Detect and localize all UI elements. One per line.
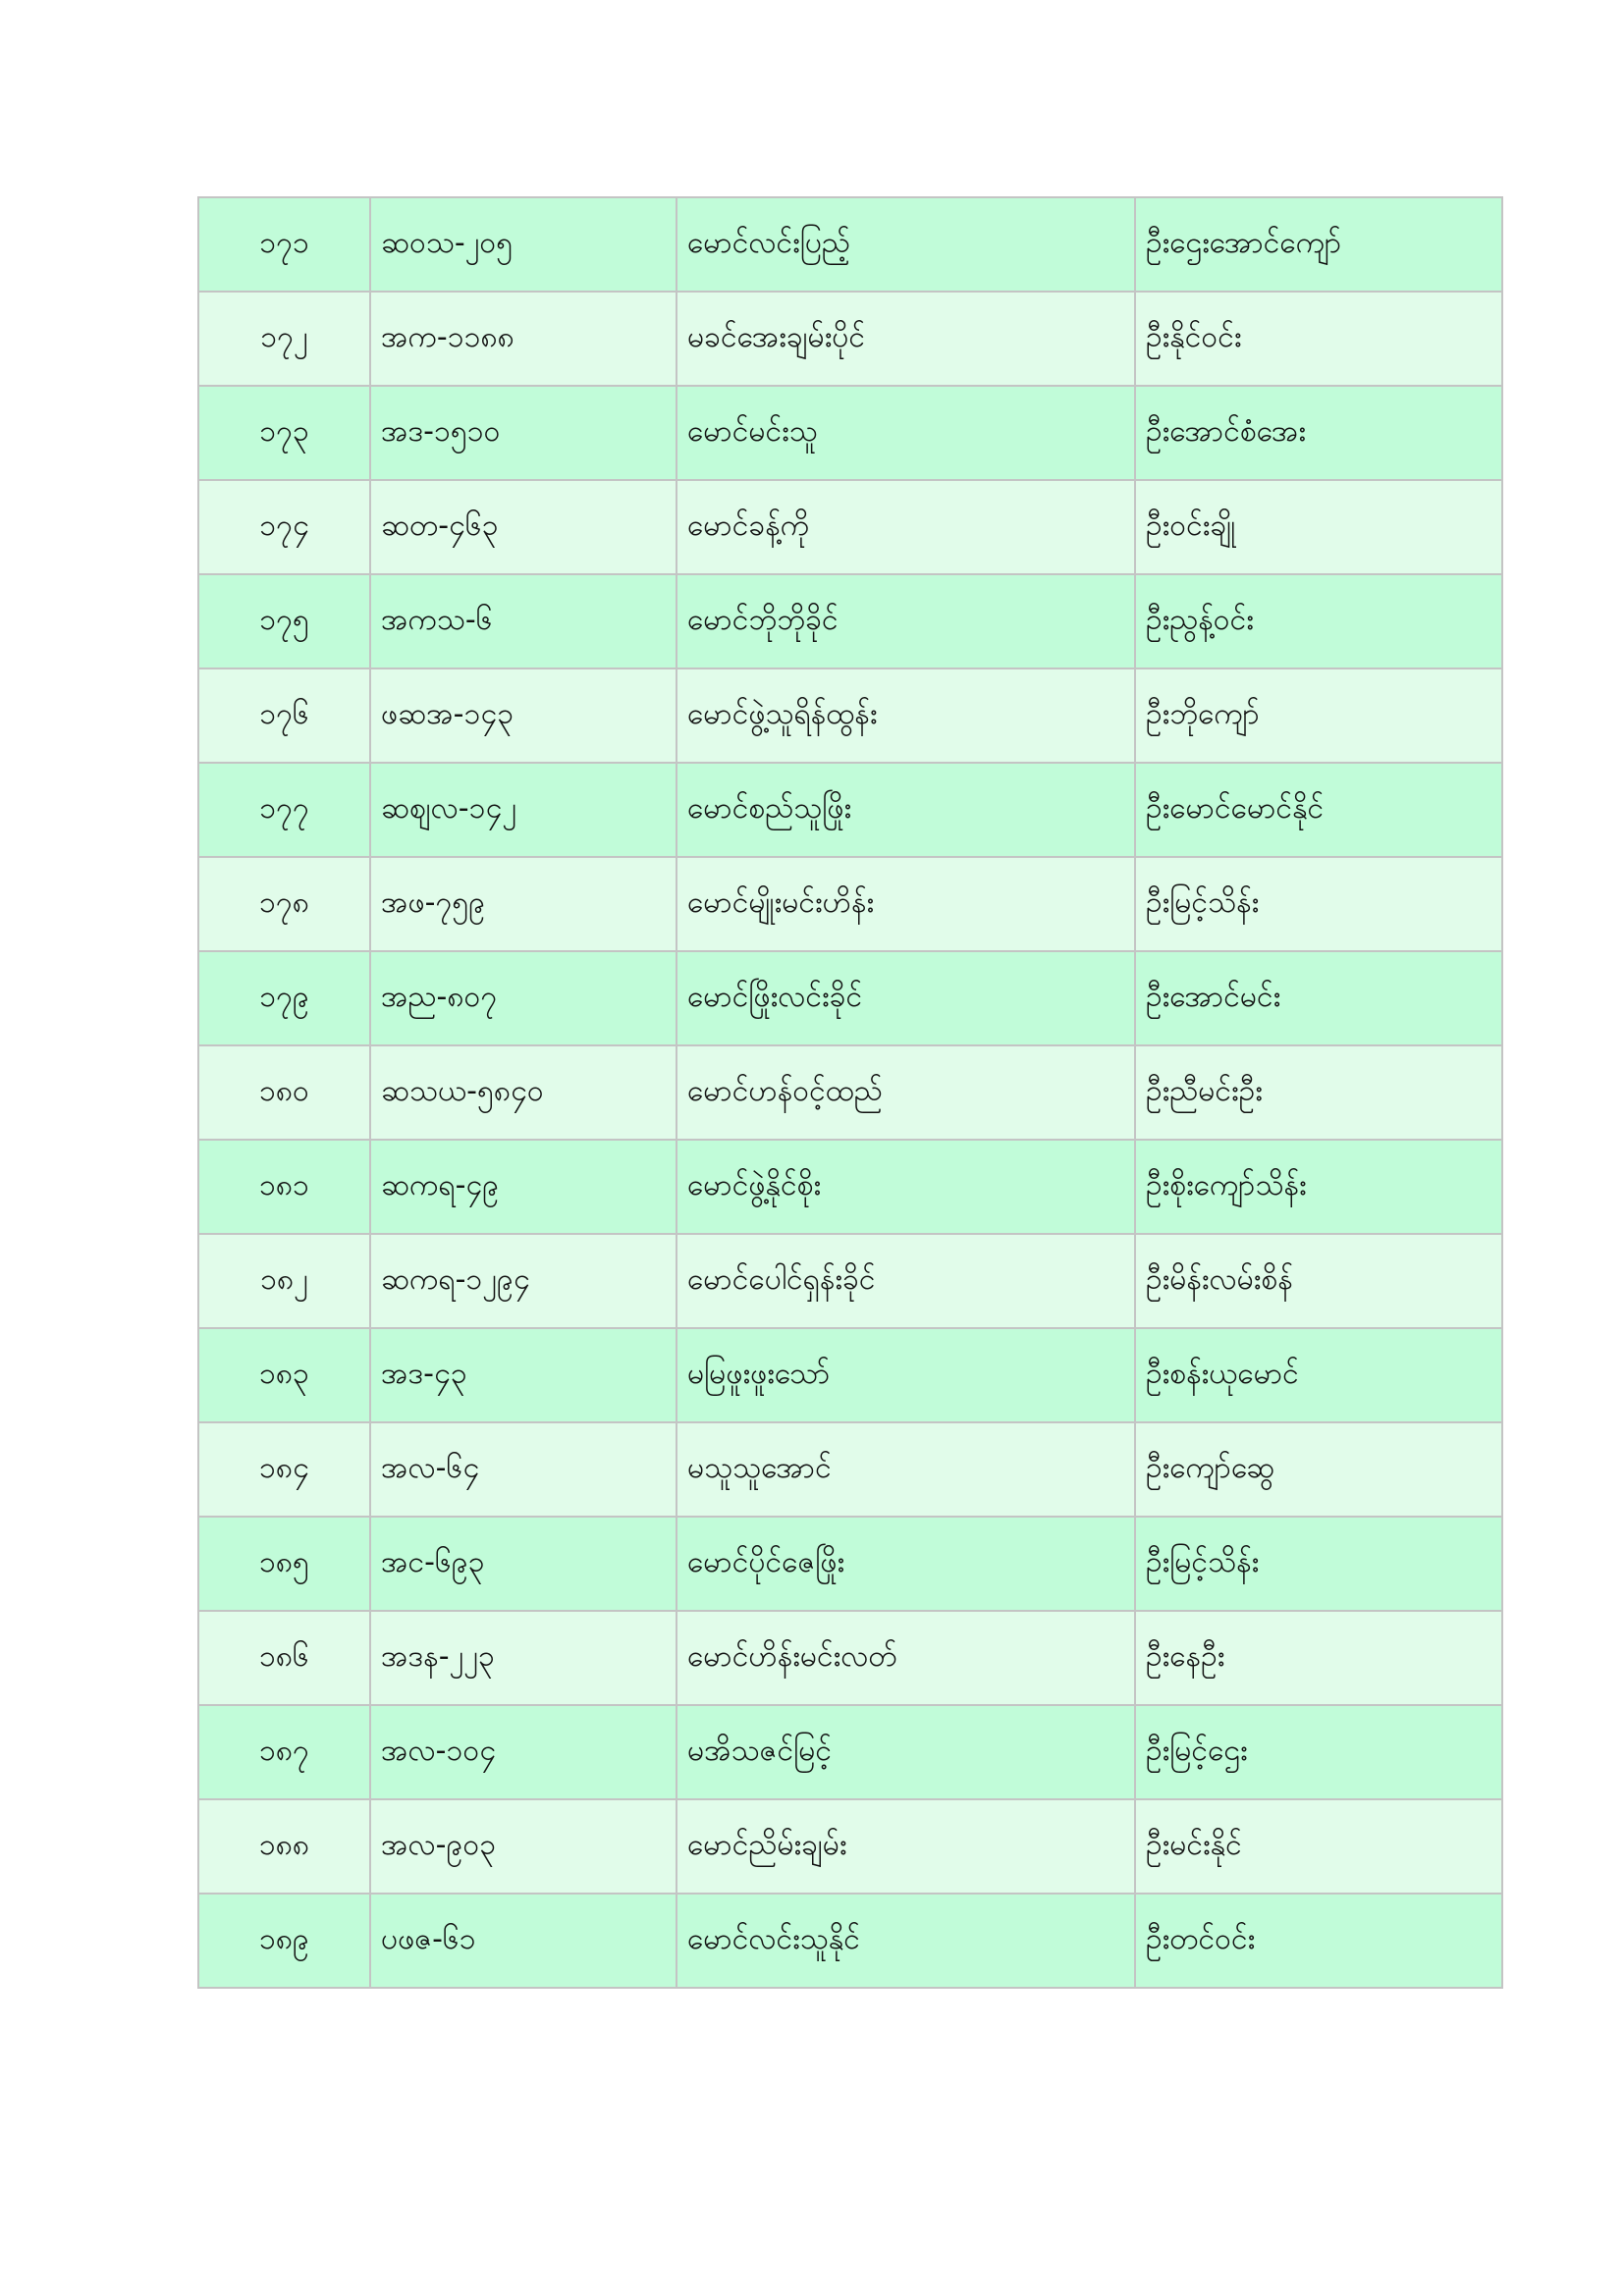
student-name-cell: မောင်ဖြိုးလင်းခိုင်: [677, 951, 1135, 1045]
father-name-cell: ဦးအောင်စံအေး: [1135, 386, 1502, 480]
student-name-cell: မောင်ခန့်ကို: [677, 480, 1135, 574]
row-number-cell: ၁၇၂: [198, 292, 370, 386]
table-row: [198, 857, 1502, 951]
student-table: [197, 196, 1503, 1989]
father-name-cell: ဦးဌေးအောင်ကျော်: [1135, 197, 1502, 292]
registration-id-cell: အဖ-၇၅၉: [370, 857, 677, 951]
student-name-cell: မောင်ဖွဲ့သူရိန်ထွန်း: [677, 668, 1135, 763]
registration-id-cell: အလ-၁၀၄: [370, 1705, 677, 1799]
registration-id-cell: ပဖဇ-၆၁: [370, 1894, 677, 1988]
row-number-cell: ၁၈၄: [198, 1422, 370, 1517]
father-name-cell: ဦးမြင့်သိန်း: [1135, 857, 1502, 951]
student-name-cell: မအိသဇင်မြင့်: [677, 1705, 1135, 1799]
registration-id-cell: ဖဆအ-၁၄၃: [370, 668, 677, 763]
student-name-cell: မောင်လင်းပြည့်: [677, 197, 1135, 292]
student-name-cell: မောင်ဘိုဘိုခိုင်: [677, 574, 1135, 668]
row-number-cell: ၁၈၁: [198, 1140, 370, 1234]
registration-id-cell: အဒ-၄၃: [370, 1328, 677, 1422]
table-row: [198, 1799, 1502, 1894]
father-name-cell: ဦးဝင်းချို: [1135, 480, 1502, 574]
student-name-cell: မခင်အေးချမ်းပိုင်: [677, 292, 1135, 386]
table-row: [198, 574, 1502, 668]
table-row: [198, 292, 1502, 386]
student-name-cell: မောင်မျိုးမင်းဟိန်း: [677, 857, 1135, 951]
registration-id-cell: ဆကရ-၁၂၉၄: [370, 1234, 677, 1328]
student-name-cell: မောင်လင်းသူနိုင်: [677, 1894, 1135, 1988]
row-number-cell: ၁၇၁: [198, 197, 370, 292]
father-name-cell: ဦးအောင်မင်း: [1135, 951, 1502, 1045]
student-name-cell: မောင်ပေါင်ရှန်းခိုင်: [677, 1234, 1135, 1328]
table-row: [198, 1894, 1502, 1988]
table-row: [198, 480, 1502, 574]
registration-id-cell: ဆစျလ-၁၄၂: [370, 763, 677, 857]
table-row: [198, 197, 1502, 292]
student-name-cell: မောင်ဟန်ဝင့်ထည်: [677, 1045, 1135, 1140]
table-row: [198, 386, 1502, 480]
father-name-cell: ဦးမြင့်ဌေး: [1135, 1705, 1502, 1799]
table-row: [198, 951, 1502, 1045]
registration-id-cell: အဒ-၁၅၁၀: [370, 386, 677, 480]
row-number-cell: ၁၈၈: [198, 1799, 370, 1894]
student-name-cell: မောင်ဟိန်းမင်းလတ်: [677, 1611, 1135, 1705]
row-number-cell: ၁၇၈: [198, 857, 370, 951]
student-name-cell: မောင်မင်းသူ: [677, 386, 1135, 480]
father-name-cell: ဦးတင်ဝင်း: [1135, 1894, 1502, 1988]
row-number-cell: ၁၈၅: [198, 1517, 370, 1611]
row-number-cell: ၁၈၃: [198, 1328, 370, 1422]
table-row: [198, 1422, 1502, 1517]
table-row: [198, 763, 1502, 857]
father-name-cell: ဦးစိုးကျော်သိန်း: [1135, 1140, 1502, 1234]
table-row: [198, 1328, 1502, 1422]
row-number-cell: ၁၇၇: [198, 763, 370, 857]
father-name-cell: ဦးညွန့်ဝင်း: [1135, 574, 1502, 668]
registration-id-cell: အက-၁၁၈၈: [370, 292, 677, 386]
father-name-cell: ဦးမိန်းလမ်းစိန်: [1135, 1234, 1502, 1328]
registration-id-cell: အကသ-၆: [370, 574, 677, 668]
table-row: [198, 1234, 1502, 1328]
row-number-cell: ၁၇၅: [198, 574, 370, 668]
student-name-cell: မောင်ညိမ်းချမ်း: [677, 1799, 1135, 1894]
father-name-cell: ဦးမြင့်သိန်း: [1135, 1517, 1502, 1611]
registration-id-cell: ဆဝသ-၂၀၅: [370, 197, 677, 292]
row-number-cell: ၁၈၂: [198, 1234, 370, 1328]
registration-id-cell: အလ-၉၀၃: [370, 1799, 677, 1894]
table-row: [198, 1517, 1502, 1611]
table-row: [198, 1045, 1502, 1140]
registration-id-cell: ဆသယ-၅၈၄၀: [370, 1045, 677, 1140]
table-row: [198, 1140, 1502, 1234]
student-name-cell: မသူသူအောင်: [677, 1422, 1135, 1517]
row-number-cell: ၁၈၆: [198, 1611, 370, 1705]
father-name-cell: ဦးစန်းယုမောင်: [1135, 1328, 1502, 1422]
registration-id-cell: အလ-၆၄: [370, 1422, 677, 1517]
student-name-cell: မောင်စည်သူဖြိုး: [677, 763, 1135, 857]
row-number-cell: ၁၈၉: [198, 1894, 370, 1988]
registration-id-cell: အင-၆၉၃: [370, 1517, 677, 1611]
registration-id-cell: ဆတ-၄၆၃: [370, 480, 677, 574]
father-name-cell: ဦးမင်းနိုင်: [1135, 1799, 1502, 1894]
registration-id-cell: အဒန-၂၂၃: [370, 1611, 677, 1705]
table-row: [198, 1611, 1502, 1705]
father-name-cell: ဦးညီမင်းဦး: [1135, 1045, 1502, 1140]
registration-id-cell: အည-၈၀၇: [370, 951, 677, 1045]
student-name-cell: မောင်ဖွဲ့နိုင်စိုး: [677, 1140, 1135, 1234]
row-number-cell: ၁၈၀: [198, 1045, 370, 1140]
father-name-cell: ဦးကျော်ဆွေ: [1135, 1422, 1502, 1517]
row-number-cell: ၁၇၉: [198, 951, 370, 1045]
student-table-body: [198, 197, 1502, 1988]
row-number-cell: ၁၈၇: [198, 1705, 370, 1799]
registration-id-cell: ဆကရ-၄၉: [370, 1140, 677, 1234]
student-name-cell: မောင်ပိုင်ဇေဖြိုး: [677, 1517, 1135, 1611]
row-number-cell: ၁၇၃: [198, 386, 370, 480]
father-name-cell: ဦးမောင်မောင်နိုင်: [1135, 763, 1502, 857]
father-name-cell: ဦးနေဦး: [1135, 1611, 1502, 1705]
row-number-cell: ၁၇၆: [198, 668, 370, 763]
table-row: [198, 1705, 1502, 1799]
father-name-cell: ဦးနိုင်ဝင်း: [1135, 292, 1502, 386]
student-name-cell: မမြဖူးဖူးသော်: [677, 1328, 1135, 1422]
table-row: [198, 668, 1502, 763]
row-number-cell: ၁၇၄: [198, 480, 370, 574]
father-name-cell: ဦးဘိုကျော်: [1135, 668, 1502, 763]
